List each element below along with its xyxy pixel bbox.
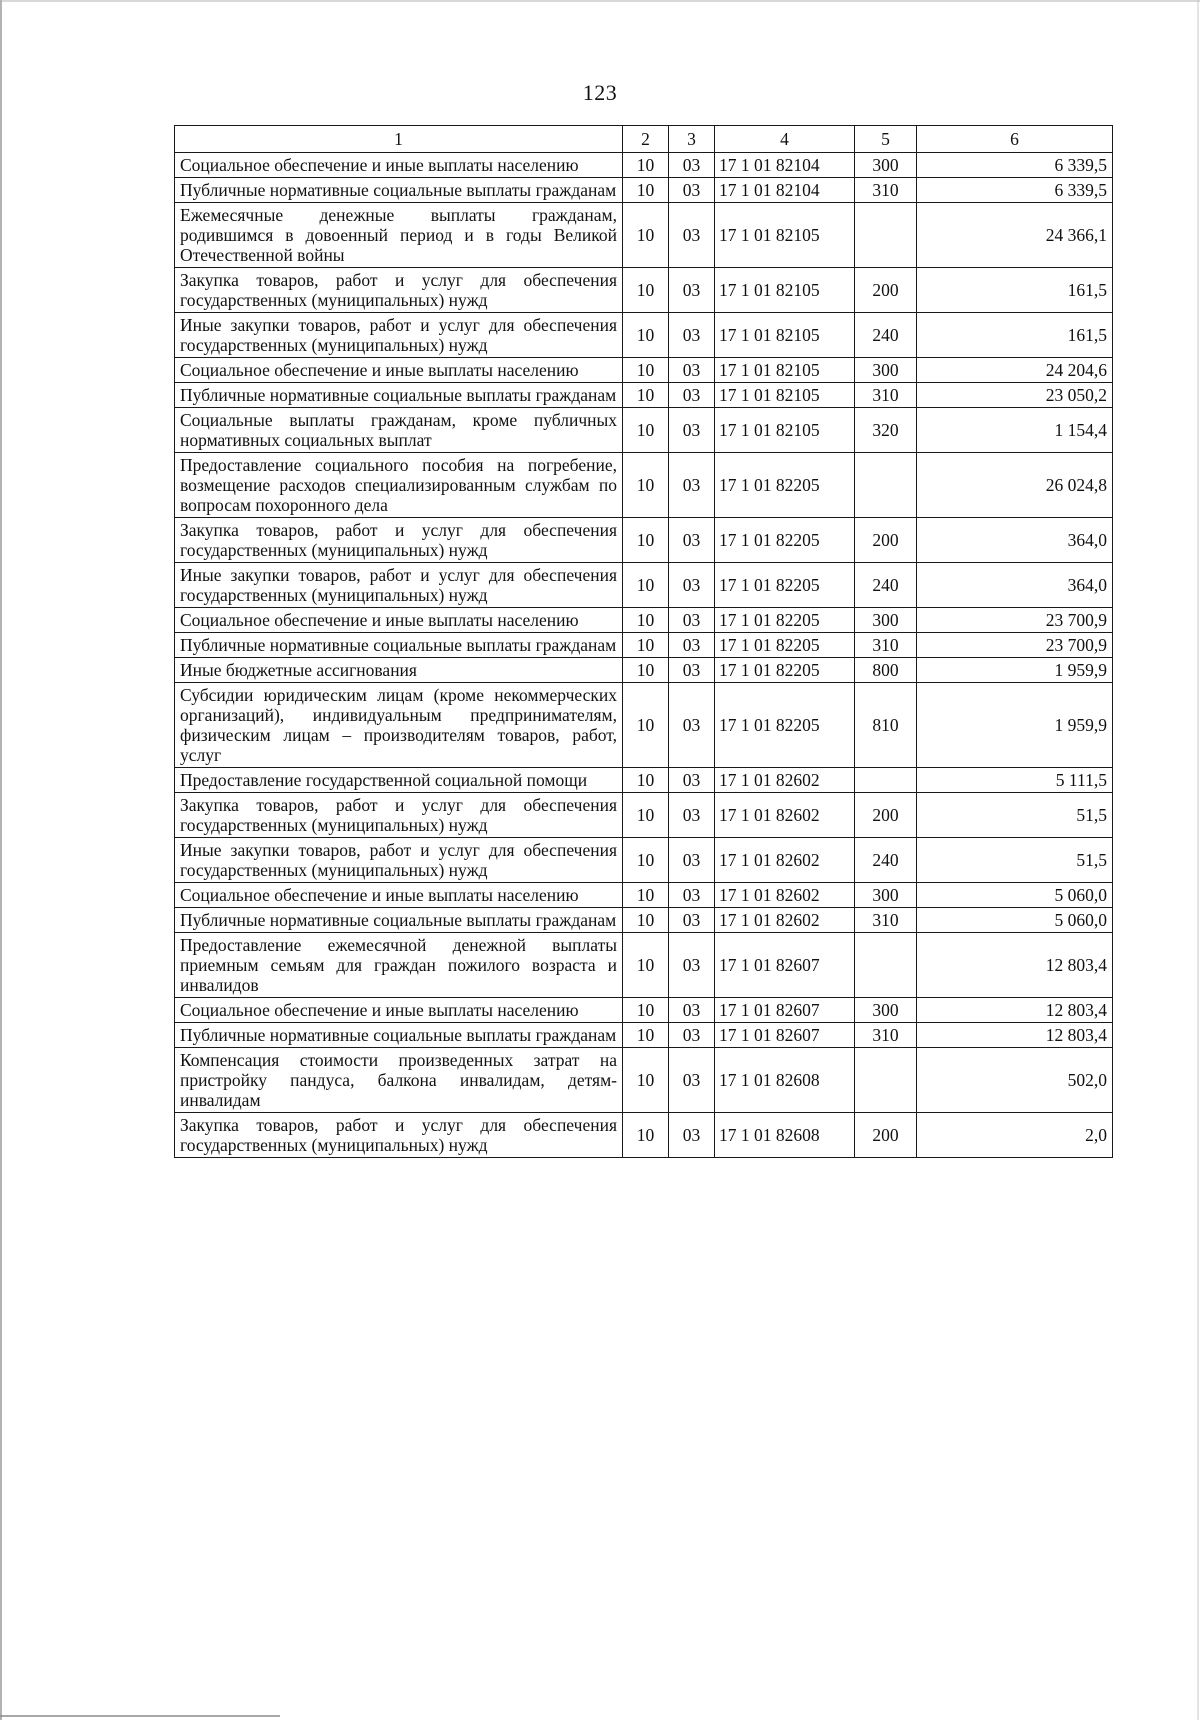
row-name: Публичные нормативные социальные выплаты гражданам	[175, 633, 623, 658]
row-amount: 5 060,0	[917, 908, 1113, 933]
row-name: Предоставление государственной социальной помощи	[175, 768, 623, 793]
row-expense-type: 310	[855, 178, 917, 203]
table-row	[175, 933, 1113, 998]
row-target-article: 17 1 01 82104	[715, 178, 855, 203]
budget-table	[174, 125, 1113, 1158]
table-row	[175, 683, 1113, 768]
row-amount: 2,0	[917, 1113, 1113, 1158]
row-section: 10	[623, 1023, 669, 1048]
row-expense-type: 200	[855, 518, 917, 563]
row-target-article: 17 1 01 82105	[715, 203, 855, 268]
row-section: 10	[623, 1048, 669, 1113]
table-row	[175, 313, 1113, 358]
row-expense-type: 300	[855, 358, 917, 383]
row-section: 10	[623, 908, 669, 933]
row-subsection: 03	[669, 1023, 715, 1048]
row-expense-type: 240	[855, 838, 917, 883]
table-row	[175, 178, 1113, 203]
row-amount: 1 959,9	[917, 658, 1113, 683]
row-expense-type: 200	[855, 793, 917, 838]
table-row	[175, 838, 1113, 883]
row-subsection: 03	[669, 633, 715, 658]
row-amount: 12 803,4	[917, 998, 1113, 1023]
row-name: Предоставление ежемесячной денежной выплаты приемным семьям для граждан пожилого возраста и инвалидов	[175, 933, 623, 998]
row-subsection: 03	[669, 608, 715, 633]
table-row	[175, 908, 1113, 933]
row-amount: 1 959,9	[917, 683, 1113, 768]
row-subsection: 03	[669, 793, 715, 838]
row-subsection: 03	[669, 358, 715, 383]
row-subsection: 03	[669, 768, 715, 793]
table-row	[175, 633, 1113, 658]
table-row	[175, 793, 1113, 838]
row-subsection: 03	[669, 933, 715, 998]
row-name: Закупка товаров, работ и услуг для обеспечения государственных (муниципальных) нужд	[175, 268, 623, 313]
row-target-article: 17 1 01 82205	[715, 658, 855, 683]
table-row	[175, 998, 1113, 1023]
row-section: 10	[623, 518, 669, 563]
row-expense-type	[855, 933, 917, 998]
row-name: Публичные нормативные социальные выплаты гражданам	[175, 908, 623, 933]
row-section: 10	[623, 383, 669, 408]
row-target-article: 17 1 01 82105	[715, 408, 855, 453]
row-expense-type: 810	[855, 683, 917, 768]
row-subsection: 03	[669, 383, 715, 408]
row-subsection: 03	[669, 268, 715, 313]
row-subsection: 03	[669, 1048, 715, 1113]
row-expense-type: 310	[855, 1023, 917, 1048]
row-subsection: 03	[669, 883, 715, 908]
table-row	[175, 153, 1113, 178]
table-row	[175, 1023, 1113, 1048]
row-name: Социальное обеспечение и иные выплаты населению	[175, 153, 623, 178]
column-header-subsection: 3	[669, 126, 715, 153]
page-number: 123	[582, 80, 618, 105]
row-target-article: 17 1 01 82602	[715, 768, 855, 793]
row-amount: 24 204,6	[917, 358, 1113, 383]
row-amount: 12 803,4	[917, 1023, 1113, 1048]
row-target-article: 17 1 01 82205	[715, 633, 855, 658]
row-section: 10	[623, 838, 669, 883]
row-expense-type: 240	[855, 313, 917, 358]
row-subsection: 03	[669, 998, 715, 1023]
row-amount: 26 024,8	[917, 453, 1113, 518]
row-expense-type: 310	[855, 633, 917, 658]
row-section: 10	[623, 883, 669, 908]
row-subsection: 03	[669, 838, 715, 883]
table-row	[175, 408, 1113, 453]
row-expense-type: 300	[855, 608, 917, 633]
row-subsection: 03	[669, 1113, 715, 1158]
row-target-article: 17 1 01 82602	[715, 883, 855, 908]
row-expense-type	[855, 203, 917, 268]
table-header-row	[175, 126, 1113, 153]
row-expense-type: 300	[855, 153, 917, 178]
row-amount: 364,0	[917, 563, 1113, 608]
row-target-article: 17 1 01 82205	[715, 518, 855, 563]
row-expense-type: 300	[855, 883, 917, 908]
row-expense-type: 200	[855, 268, 917, 313]
table-row	[175, 563, 1113, 608]
row-amount: 23 700,9	[917, 608, 1113, 633]
row-amount: 161,5	[917, 313, 1113, 358]
row-section: 10	[623, 793, 669, 838]
row-subsection: 03	[669, 408, 715, 453]
row-subsection: 03	[669, 453, 715, 518]
row-target-article: 17 1 01 82602	[715, 908, 855, 933]
row-amount: 6 339,5	[917, 153, 1113, 178]
table-row	[175, 268, 1113, 313]
row-section: 10	[623, 768, 669, 793]
table-row	[175, 453, 1113, 518]
row-expense-type	[855, 453, 917, 518]
row-expense-type: 800	[855, 658, 917, 683]
row-subsection: 03	[669, 518, 715, 563]
table-body	[175, 153, 1113, 1158]
row-amount: 51,5	[917, 793, 1113, 838]
column-header-section: 2	[623, 126, 669, 153]
row-name: Социальное обеспечение и иные выплаты населению	[175, 883, 623, 908]
table-row	[175, 1113, 1113, 1158]
column-header-name: 1	[175, 126, 623, 153]
row-section: 10	[623, 933, 669, 998]
row-name: Публичные нормативные социальные выплаты гражданам	[175, 1023, 623, 1048]
row-name: Социальные выплаты гражданам, кроме публичных нормативных социальных выплат	[175, 408, 623, 453]
row-name: Социальное обеспечение и иные выплаты населению	[175, 358, 623, 383]
row-section: 10	[623, 998, 669, 1023]
row-amount: 5 111,5	[917, 768, 1113, 793]
row-name: Иные закупки товаров, работ и услуг для обеспечения государственных (муниципальных) нужд	[175, 313, 623, 358]
row-section: 10	[623, 683, 669, 768]
table-row	[175, 383, 1113, 408]
row-section: 10	[623, 268, 669, 313]
row-subsection: 03	[669, 683, 715, 768]
row-name: Социальное обеспечение и иные выплаты населению	[175, 998, 623, 1023]
row-name: Иные бюджетные ассигнования	[175, 658, 623, 683]
table-row	[175, 518, 1113, 563]
row-expense-type: 200	[855, 1113, 917, 1158]
row-subsection: 03	[669, 908, 715, 933]
row-target-article: 17 1 01 82602	[715, 838, 855, 883]
row-subsection: 03	[669, 313, 715, 358]
row-section: 10	[623, 453, 669, 518]
column-header-amount: 6	[917, 126, 1113, 153]
row-name: Иные закупки товаров, работ и услуг для обеспечения государственных (муниципальных) нужд	[175, 563, 623, 608]
row-target-article: 17 1 01 82105	[715, 268, 855, 313]
row-expense-type	[855, 1048, 917, 1113]
table-row	[175, 768, 1113, 793]
row-amount: 6 339,5	[917, 178, 1113, 203]
row-amount: 23 050,2	[917, 383, 1113, 408]
row-target-article: 17 1 01 82205	[715, 608, 855, 633]
row-name: Закупка товаров, работ и услуг для обеспечения государственных (муниципальных) нужд	[175, 518, 623, 563]
row-section: 10	[623, 633, 669, 658]
row-section: 10	[623, 608, 669, 633]
row-name: Компенсация стоимости произведенных затрат на пристройку пандуса, балкона инвалидам, детям-инвалидам	[175, 1048, 623, 1113]
row-section: 10	[623, 1113, 669, 1158]
row-name: Закупка товаров, работ и услуг для обеспечения государственных (муниципальных) нужд	[175, 1113, 623, 1158]
row-name: Публичные нормативные социальные выплаты гражданам	[175, 178, 623, 203]
row-name: Субсидии юридическим лицам (кроме некоммерческих организаций), индивидуальным предпринимателям, физическим лицам – производителям товаров, работ, услуг	[175, 683, 623, 768]
row-target-article: 17 1 01 82607	[715, 1023, 855, 1048]
table-row	[175, 608, 1113, 633]
row-target-article: 17 1 01 82607	[715, 933, 855, 998]
row-section: 10	[623, 658, 669, 683]
row-section: 10	[623, 178, 669, 203]
row-amount: 12 803,4	[917, 933, 1113, 998]
row-subsection: 03	[669, 658, 715, 683]
row-expense-type	[855, 768, 917, 793]
table-row	[175, 883, 1113, 908]
row-name: Закупка товаров, работ и услуг для обеспечения государственных (муниципальных) нужд	[175, 793, 623, 838]
table-row	[175, 358, 1113, 383]
row-section: 10	[623, 408, 669, 453]
row-target-article: 17 1 01 82105	[715, 383, 855, 408]
row-name: Иные закупки товаров, работ и услуг для обеспечения государственных (муниципальных) нужд	[175, 838, 623, 883]
row-subsection: 03	[669, 153, 715, 178]
column-header-target-article: 4	[715, 126, 855, 153]
column-header-expense-type: 5	[855, 126, 917, 153]
table-row	[175, 1048, 1113, 1113]
row-amount: 161,5	[917, 268, 1113, 313]
row-subsection: 03	[669, 563, 715, 608]
row-name: Социальное обеспечение и иные выплаты населению	[175, 608, 623, 633]
row-target-article: 17 1 01 82104	[715, 153, 855, 178]
row-amount: 502,0	[917, 1048, 1113, 1113]
table-row	[175, 658, 1113, 683]
row-target-article: 17 1 01 82205	[715, 563, 855, 608]
row-target-article: 17 1 01 82608	[715, 1113, 855, 1158]
row-section: 10	[623, 153, 669, 178]
row-section: 10	[623, 358, 669, 383]
row-expense-type: 310	[855, 383, 917, 408]
row-target-article: 17 1 01 82608	[715, 1048, 855, 1113]
row-target-article: 17 1 01 82602	[715, 793, 855, 838]
row-amount: 1 154,4	[917, 408, 1113, 453]
row-target-article: 17 1 01 82607	[715, 998, 855, 1023]
row-amount: 51,5	[917, 838, 1113, 883]
row-expense-type: 320	[855, 408, 917, 453]
row-target-article: 17 1 01 82205	[715, 683, 855, 768]
row-section: 10	[623, 563, 669, 608]
row-amount: 5 060,0	[917, 883, 1113, 908]
row-name: Публичные нормативные социальные выплаты гражданам	[175, 383, 623, 408]
table-row	[175, 203, 1113, 268]
row-section: 10	[623, 313, 669, 358]
row-amount: 23 700,9	[917, 633, 1113, 658]
row-amount: 24 366,1	[917, 203, 1113, 268]
row-subsection: 03	[669, 178, 715, 203]
row-subsection: 03	[669, 203, 715, 268]
row-target-article: 17 1 01 82105	[715, 358, 855, 383]
row-section: 10	[623, 203, 669, 268]
row-target-article: 17 1 01 82205	[715, 453, 855, 518]
row-amount: 364,0	[917, 518, 1113, 563]
row-expense-type: 240	[855, 563, 917, 608]
row-name: Предоставление социального пособия на погребение, возмещение расходов специализированным службам по вопросам похоронного дела	[175, 453, 623, 518]
row-expense-type: 300	[855, 998, 917, 1023]
row-target-article: 17 1 01 82105	[715, 313, 855, 358]
row-name: Ежемесячные денежные выплаты гражданам, родившимся в довоенный период и в годы Великой Отечественной войны	[175, 203, 623, 268]
row-expense-type: 310	[855, 908, 917, 933]
